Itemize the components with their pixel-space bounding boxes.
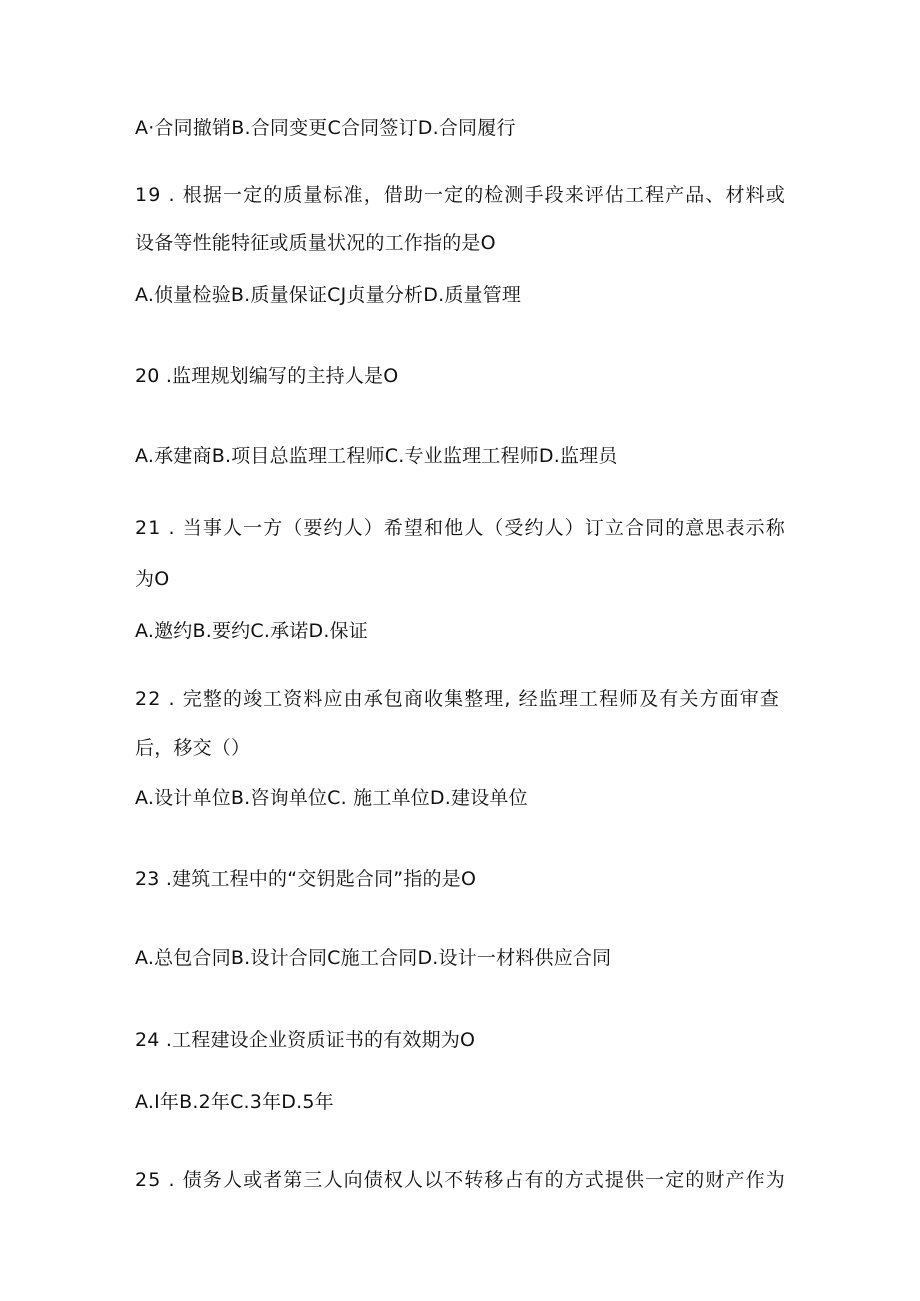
question-22-continued: 后，移交（） (135, 737, 251, 759)
question-21: 21 . 当事人一方（要约人）希望和他人（受约人）订立合同的意思表示称 (135, 517, 786, 539)
answer-options-20: A.承建商B.项目总监理工程师C.专业监理工程师D.监理员 (135, 445, 618, 467)
question-20: 20 .监理规划编写的主持人是O (135, 365, 399, 387)
question-19: 19 . 根据一定的质量标准，借助一定的检测手段来评估工程产品、材料或 (135, 184, 786, 206)
question-24: 24 .工程建设企业资质证书的有效期为O (135, 1029, 476, 1051)
question-25: 25 . 债务人或者第三人向债权人以不转移占有的方式提供一定的财产作为 (135, 1169, 786, 1191)
answer-options-24: A.I年B.2年C.3年D.5年 (135, 1091, 334, 1113)
question-21-continued: 为O (135, 568, 170, 590)
question-22: 22 . 完整的竣工资料应由承包商收集整理, 经监理工程师及有关方面审查 (135, 688, 780, 710)
answer-options-22: A.设计单位B.咨询单位C. 施工单位D.建设单位 (135, 787, 528, 809)
answer-options-23: A.总包合同B.设计合同C施工合同D.设计一材料供应合同 (135, 947, 612, 969)
answer-options-21: A.邀约B.要约C.承诺D.保证 (135, 620, 368, 642)
answer-options-18: A·合同撤销B.合同变更C合同签订D.合同履行 (135, 117, 516, 139)
question-19-continued: 设备等性能特征或质量状况的工作指的是O (135, 232, 496, 254)
question-23: 23 .建筑工程中的“交钥匙合同”指的是O (135, 868, 477, 890)
answer-options-19: A.侦量检验B.质量保证CJ贞量分析D.质量管理 (135, 284, 522, 306)
